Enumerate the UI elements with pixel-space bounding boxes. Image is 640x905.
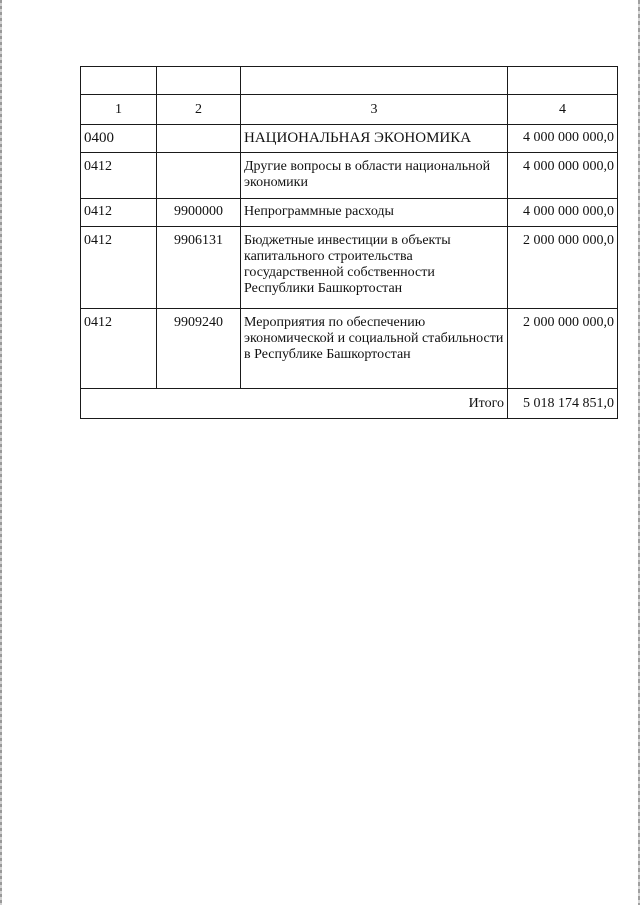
- header-blank-cell: [81, 67, 157, 95]
- table-row: [81, 199, 618, 227]
- target-code: [157, 153, 241, 199]
- budget-table: [80, 66, 618, 419]
- table-row: [81, 227, 618, 309]
- column-number: 4: [508, 95, 618, 125]
- table-row: [81, 309, 618, 389]
- column-number: 2: [157, 95, 241, 125]
- column-number: 3: [241, 95, 508, 125]
- amount: 4 000 000 000,0: [508, 125, 618, 153]
- total-amount: 5 018 174 851,0: [508, 389, 618, 419]
- column-number-row: [81, 95, 618, 125]
- expense-name: Мероприятия по обеспечению экономической и социальной стабильности в Республике Башкортостан: [241, 309, 508, 389]
- header-blank-cell: [157, 67, 241, 95]
- section-code: 0412: [81, 309, 157, 389]
- expense-name: Непрограммные расходы: [241, 199, 508, 227]
- total-label: Итого: [81, 389, 508, 419]
- table-row: [81, 125, 618, 153]
- header-blank-cell: [508, 67, 618, 95]
- section-code: 0412: [81, 227, 157, 309]
- header-blank-row: [81, 67, 618, 95]
- target-code: 9900000: [157, 199, 241, 227]
- table-row: [81, 153, 618, 199]
- scan-edge-left: [0, 0, 2, 905]
- expense-name: Другие вопросы в области национальной экономики: [241, 153, 508, 199]
- target-code: 9906131: [157, 227, 241, 309]
- expense-name: НАЦИОНАЛЬНАЯ ЭКОНОМИКА: [241, 125, 508, 153]
- header-blank-cell: [241, 67, 508, 95]
- target-code: [157, 125, 241, 153]
- total-row: [81, 389, 618, 419]
- amount: 2 000 000 000,0: [508, 227, 618, 309]
- column-number: 1: [81, 95, 157, 125]
- expense-name: Бюджетные инвестиции в объекты капитального строительства государственной собственности Республики Башкортостан: [241, 227, 508, 309]
- section-code: 0412: [81, 199, 157, 227]
- target-code: 9909240: [157, 309, 241, 389]
- amount: 4 000 000 000,0: [508, 199, 618, 227]
- amount: 4 000 000 000,0: [508, 153, 618, 199]
- section-code: 0400: [81, 125, 157, 153]
- amount: 2 000 000 000,0: [508, 309, 618, 389]
- section-code: 0412: [81, 153, 157, 199]
